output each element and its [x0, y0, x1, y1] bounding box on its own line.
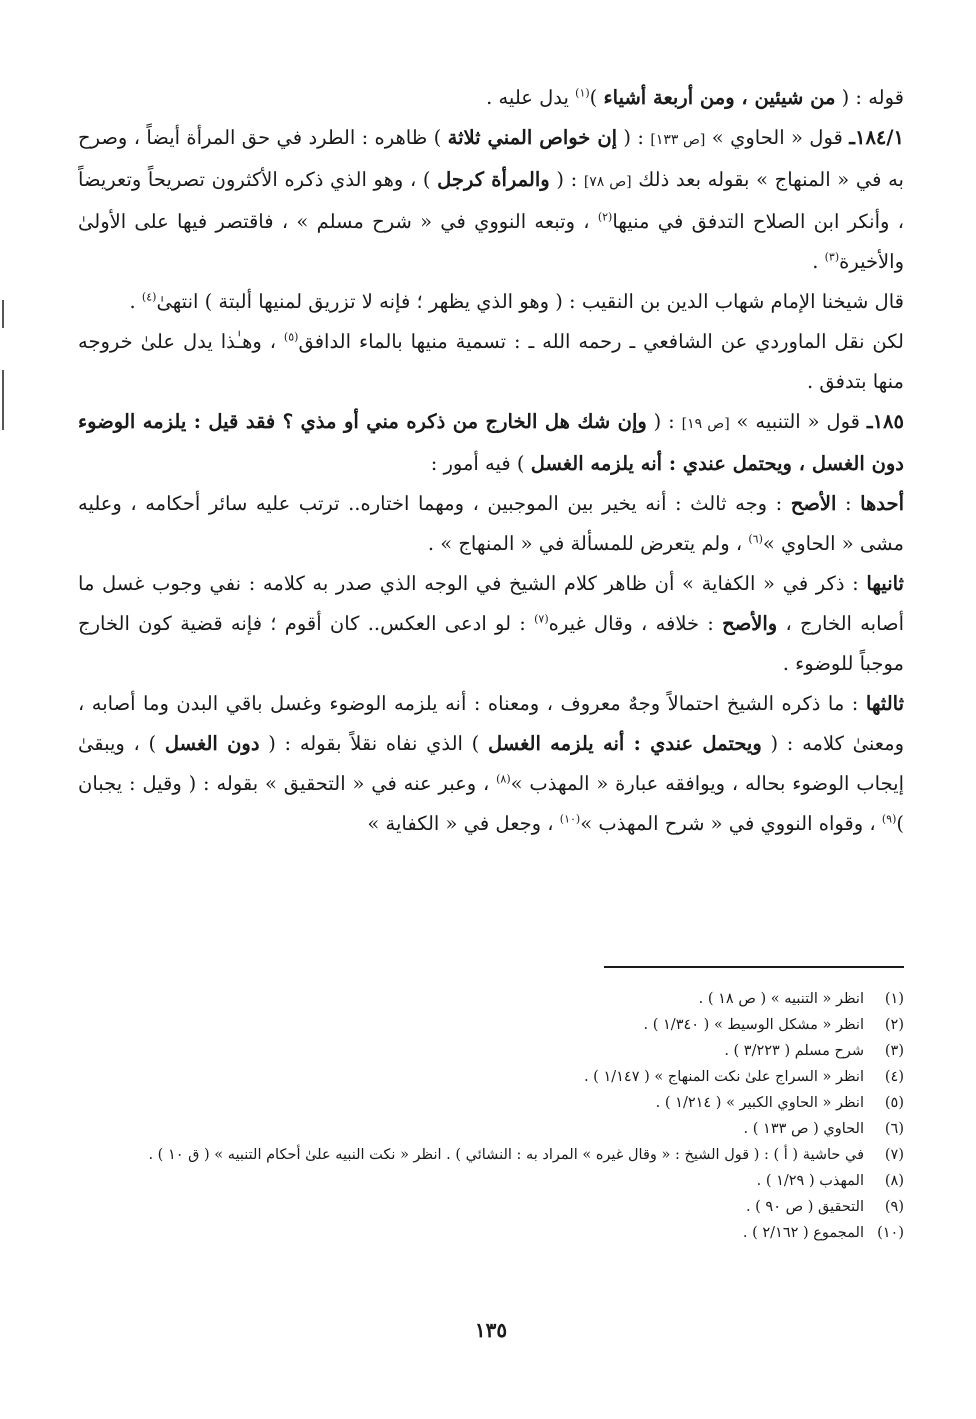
footnote-marker: (٣) [824, 250, 840, 264]
body-text [78, 78, 904, 844]
bold-text: وإن شك هل الخارج من ذكره مني أو مذي ؟ فقد قيل : يلزمه الوضوء دون الغسل ، ويحتمل عندي : أنه يلزمه الغسل [78, 410, 904, 475]
bold-text: إن خواص المني ثلاثة [447, 126, 618, 149]
text-run: ، وجعل في « الكفاية » [367, 812, 560, 835]
paragraph [78, 118, 904, 282]
footnote-number: (٥) [884, 1095, 904, 1111]
text-run: : ( [549, 168, 584, 191]
text-run: . [129, 290, 142, 313]
footnote-number: (٧) [884, 1147, 904, 1163]
footnote-number: (٨) [884, 1173, 904, 1189]
footnote-marker: (١) [575, 86, 590, 100]
footnote [78, 1038, 904, 1064]
text-run: : ما ذكره الشيخ احتمالاً وجهٌ معروف ، ومعناه : أنه يلزمه الوضوء وغسل باقي البدن وما أصابه ، ومعنىٰ كلامه : ( [78, 692, 905, 755]
footnote-text: انظر « التنبيه » ( ص ١٨ ) . [698, 991, 864, 1007]
footnote-text: التحقيق ( ص ٩٠ ) . [745, 1199, 864, 1215]
footnote [78, 1116, 904, 1142]
text-run: : ( [646, 410, 682, 433]
bold-text: ويحتمل عندي : أنه يلزمه الغسل [487, 732, 762, 755]
bold-text: ١٨٥ـ [866, 410, 904, 433]
footnote [78, 1064, 904, 1090]
footnote-text: في حاشية ( أ ) : ( قول الشيخ : « وقال غيره » المراد به : النشائي ) . انظر « نكت النبيه علىٰ أحكام التنبيه » ( ق ١٠ ) . [148, 1147, 864, 1163]
bold-text: من شيئين ، ومن أربعة أشياء [603, 86, 836, 109]
bold-text: والأصح [722, 612, 778, 635]
bold-text: ثانيها [866, 572, 904, 595]
footnotes-list [78, 986, 904, 1246]
footnote-marker: (٦) [748, 532, 763, 546]
footnote-text: انظر « مشكل الوسيط » ( ١/٣٤٠ ) . [643, 1017, 864, 1033]
page-reference: [ص ٧٨] [583, 174, 632, 190]
bold-text: أحدها [860, 492, 905, 515]
text-run: ) فيه أمور : [430, 452, 531, 475]
text-run: ، وعبر عنه في « التحقيق » بقوله : ( وقيل : يجبان ) [78, 772, 904, 835]
footnote [78, 1090, 904, 1116]
footnote-text: انظر « السراج علىٰ نكت المنهاج » ( ١/١٤٧ ) . [583, 1069, 864, 1085]
footnote-text: المجموع ( ٢/١٦٢ ) . [742, 1225, 864, 1241]
footnote-number: (١٠) [877, 1225, 904, 1241]
text-run: قول « الحاوي » [705, 126, 850, 149]
footnote-number: (٤) [884, 1069, 904, 1085]
text-run: : ( [617, 126, 651, 149]
footnote-text: المهذب ( ١/٢٩ ) . [756, 1173, 864, 1189]
footnote-marker: (٩) [881, 812, 897, 826]
footnote-marker: (١٠) [559, 812, 581, 826]
footnote [78, 986, 904, 1012]
footnote-marker: (٥) [283, 330, 299, 344]
footnote-number: (١) [884, 991, 904, 1007]
footnote-number: (٣) [884, 1043, 904, 1059]
margin-mark [2, 370, 4, 430]
bold-text: ثالثها [865, 692, 904, 715]
footnote [78, 1220, 904, 1246]
text-run: قال شيخنا الإمام شهاب الدين بن النقيب : ( وهو الذي يظهر ؛ فإنه لا تزريق لمنيها ألبتة ) انتهىٰ [156, 290, 904, 313]
bold-text: والمرأة كرجل [437, 168, 550, 191]
paragraph [78, 78, 904, 118]
footnote [78, 1194, 904, 1220]
bold-text: دون الغسل [164, 732, 260, 755]
paragraph [78, 322, 904, 402]
text-run: ، وقواه النووي في « شرح المهذب » [580, 812, 882, 835]
text-run: ) ، ويبقىٰ إيجاب الوضوء بحاله ، ويوافقه عبارة « المهذب » [78, 732, 905, 795]
footnote-number: (٦) [884, 1121, 904, 1137]
text-run: : ذكر في « الكفاية » أن ظاهر كلام الشيخ في الوجه الذي صدر به كلامه : نفي وجوب غسل ما أصابه الخارج ، [78, 572, 904, 635]
page-reference: [ص ١٩] [681, 416, 730, 432]
paragraph [78, 484, 904, 564]
page-number: ١٣٥ [474, 1318, 508, 1342]
text-run: ، ولم يتعرض للمسألة في « المنهاج » . [427, 532, 749, 555]
text-run: يدل عليه . [486, 86, 576, 109]
text-run: ، وتبعه النووي في « شرح مسلم » ، فاقتصر فيها على الأولىٰ والأخيرة [78, 210, 904, 273]
bold-text: ١٨٤/١ـ [849, 126, 904, 149]
text-run: : [836, 492, 861, 515]
footnote [78, 1012, 904, 1038]
footnote-text: انظر « الحاوي الكبير » ( ١/٢١٤ ) . [655, 1095, 864, 1111]
footnote-number: (٩) [884, 1199, 904, 1215]
paragraph [78, 402, 904, 484]
footnote-separator [604, 966, 904, 968]
bold-text: الأصح [790, 492, 837, 515]
text-run: لكن نقل الماوردي عن الشافعي ـ رحمه الله ـ : تسمية منيها بالماء الدافق [298, 330, 904, 353]
footnote-number: (٢) [884, 1017, 904, 1033]
text-run: قول « التنبيه » [729, 410, 867, 433]
margin-mark [2, 300, 4, 328]
footnote [78, 1168, 904, 1194]
page-reference: [ص ١٣٣] [650, 132, 706, 148]
text-run: ) الذي نفاه نقلاً بقوله : ( [259, 732, 488, 755]
text-run: ، وهـٰذا يدل علىٰ خروجه منها بتدفق . [78, 330, 904, 393]
text-run: ) [589, 86, 604, 109]
text-run: . [812, 250, 825, 273]
text-run: : خلافه ، وقال غيره [548, 612, 723, 635]
footnote [78, 1142, 904, 1168]
text-run: ) ، وهو الذي ذكره الأكثرون تصريحاً وتعريضاً ، وأنكر ابن الصلاح التدفق في منيها [78, 168, 904, 233]
text-run: قوله : ( [835, 86, 904, 109]
text-run: ) ظاهره : الطرد في حق المرأة أيضاً ، وصرح به في « المنهاج » بقوله بعد ذلك [78, 126, 904, 191]
text-run: : وجه ثالث : أنه يخير بين الموجبين ، ومهما اختاره.. ترتب عليه سائر أحكامه ، وعليه مشى « الحاوي » [78, 492, 904, 555]
paragraph [78, 282, 904, 322]
paragraph [78, 684, 904, 844]
footnote-text: شرح مسلم ( ٣/٢٢٣ ) . [724, 1043, 864, 1059]
footnote-marker: (٨) [496, 772, 511, 786]
footnote-text: الحاوي ( ص ١٣٣ ) . [743, 1121, 864, 1137]
book-page [78, 78, 904, 1378]
footnote-marker: (٢) [597, 210, 613, 224]
paragraph [78, 564, 904, 684]
footnote-marker: (٤) [141, 290, 157, 304]
text-run: : لو ادعى العكس.. كان أقوم ؛ فإنه قضية كون الخارج موجباً للوضوء . [78, 612, 904, 675]
footnote-marker: (٧) [534, 612, 549, 626]
